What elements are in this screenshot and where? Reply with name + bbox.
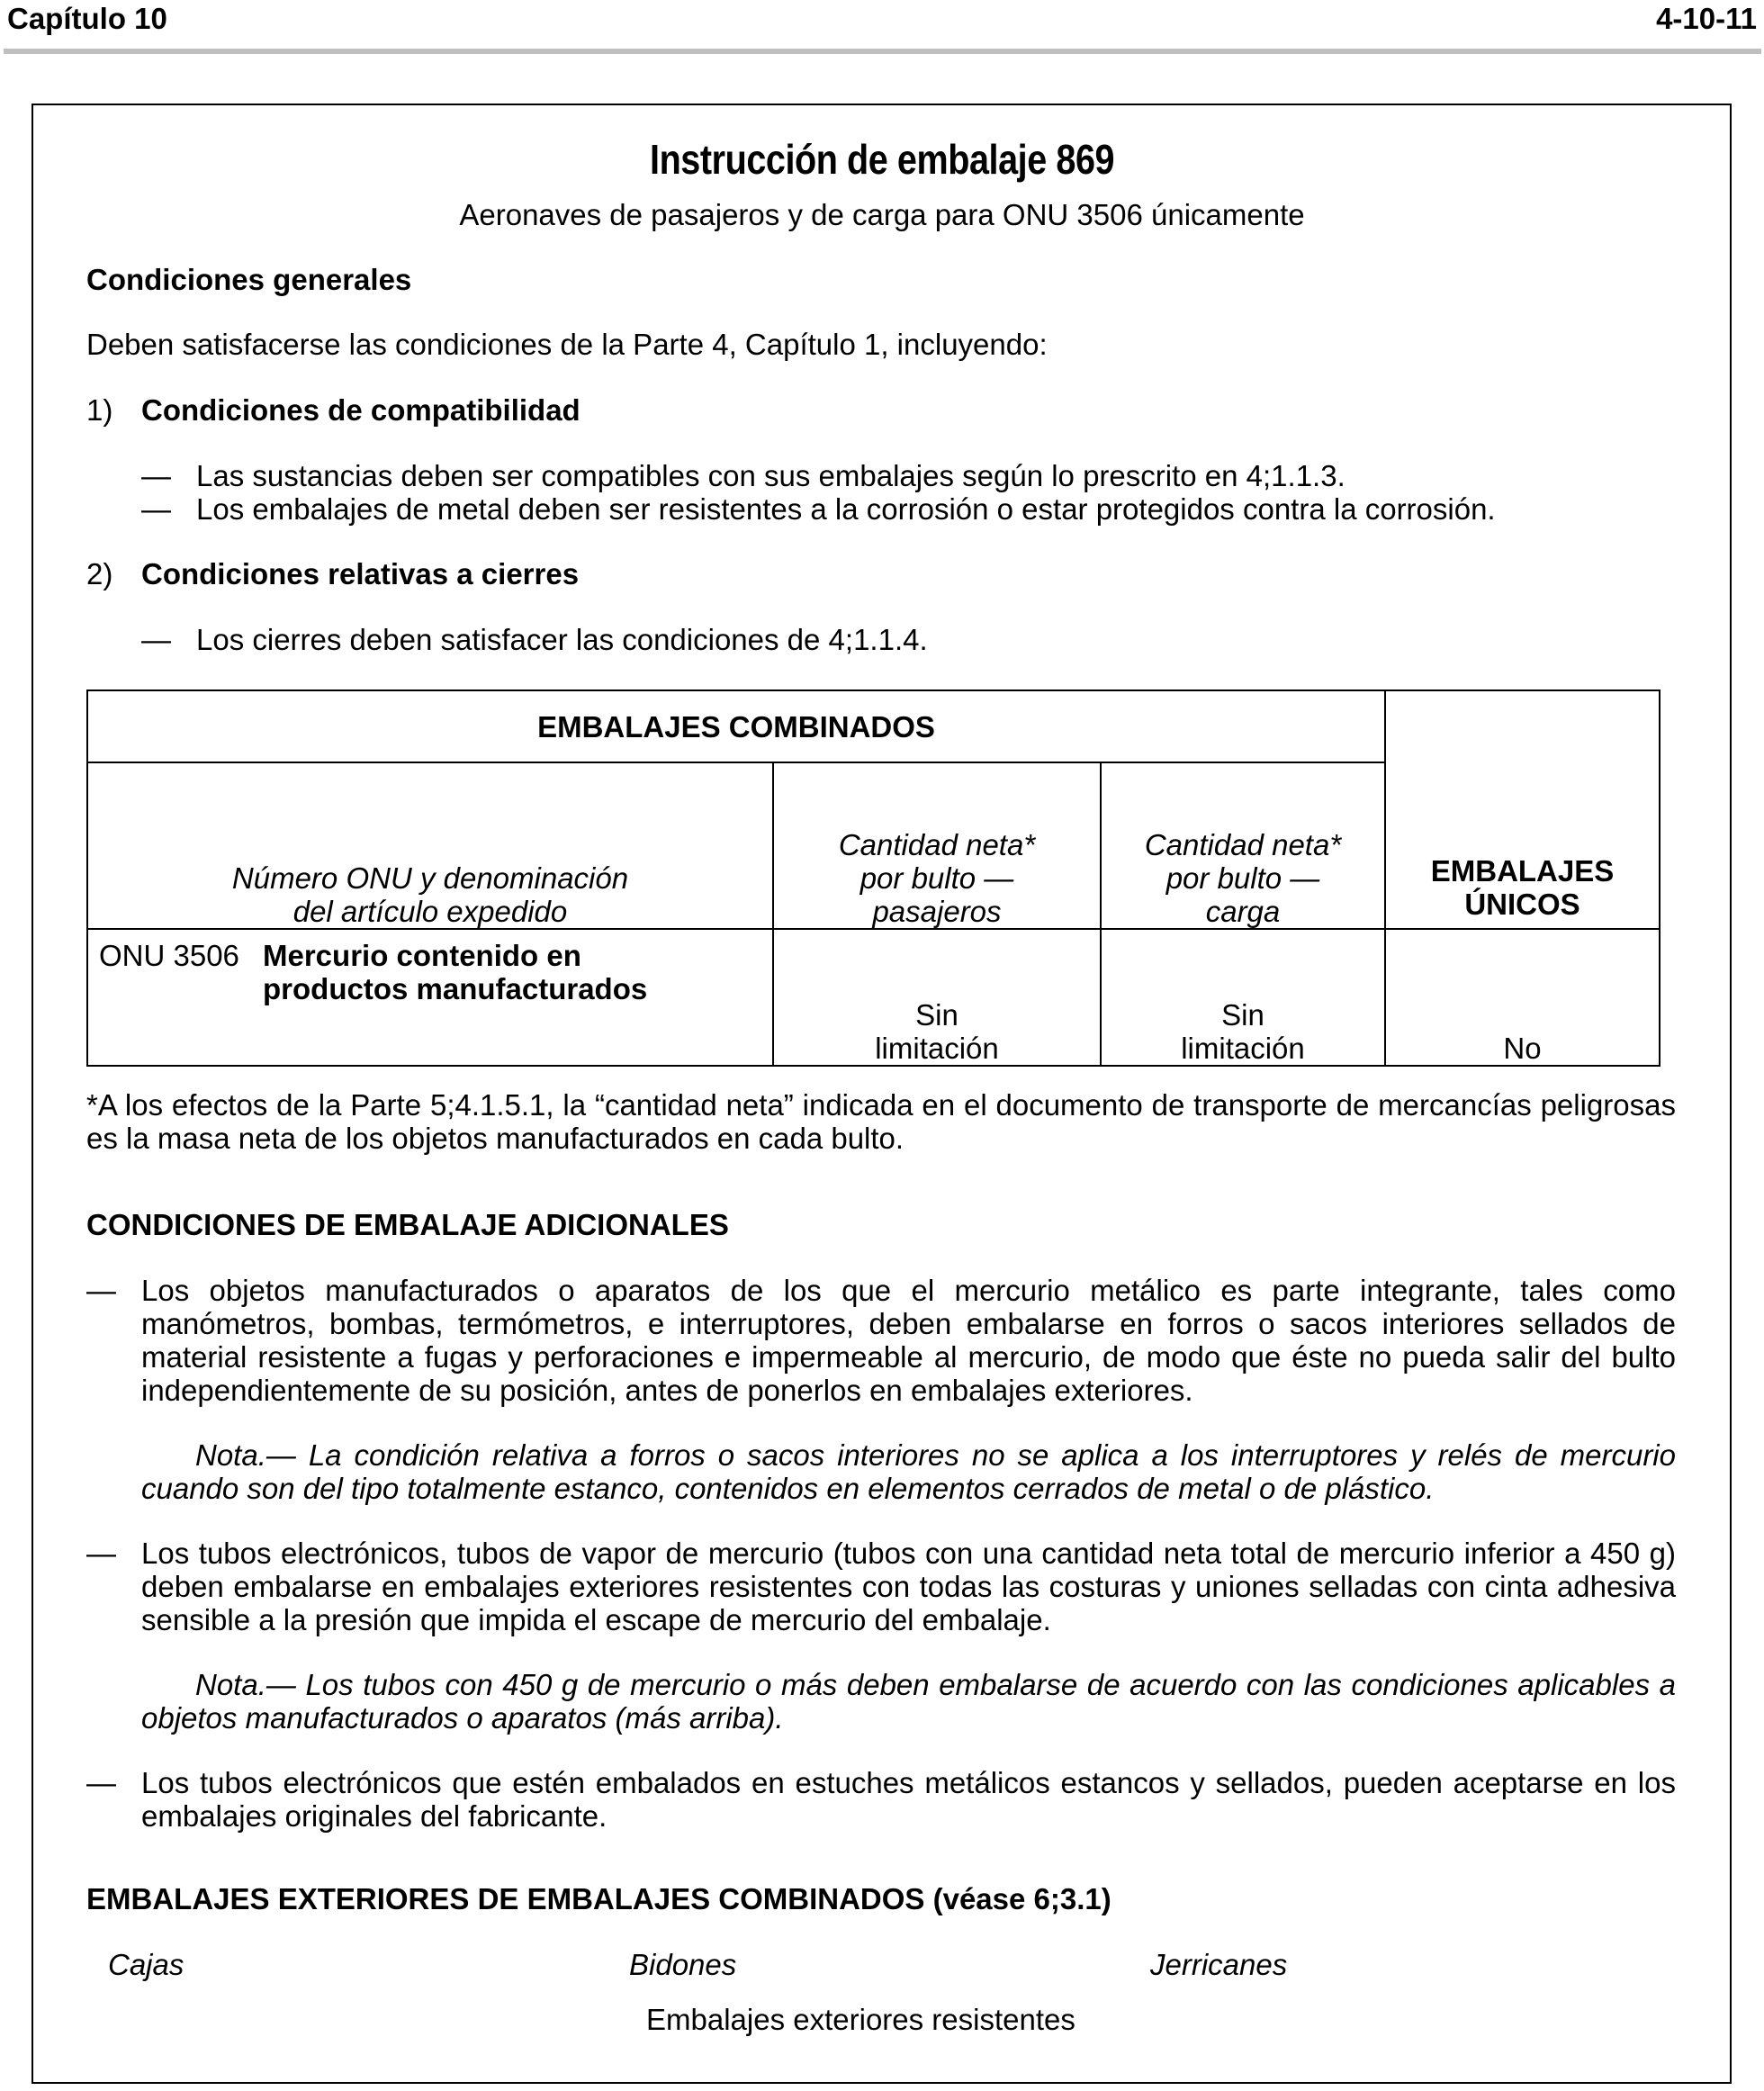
section1-item: Los embalajes de metal deben ser resistentes a la corrosión o estar protegidos contra la corrosión. bbox=[196, 492, 1496, 526]
page-title bbox=[0, 135, 1764, 184]
note bbox=[141, 1668, 1676, 1735]
un-number: ONU 3506 bbox=[99, 939, 239, 972]
column-header-text: pasajeros bbox=[872, 895, 1002, 928]
dash-marker: — bbox=[141, 623, 171, 656]
note bbox=[141, 1438, 1676, 1505]
chapter-label: Capítulo 10 bbox=[7, 2, 167, 35]
column-header-un-name bbox=[87, 762, 773, 929]
page-subtitle: Aeronaves de pasajeros y de carga para ONU 3506 únicamente bbox=[459, 198, 1305, 231]
column-header-text: Cantidad neta* bbox=[838, 828, 1036, 861]
section2-item: Los cierres deben satisfacer las condiciones de 4;1.1.4. bbox=[196, 623, 928, 656]
single-packagings-label: ÚNICOS bbox=[1464, 888, 1580, 921]
additional-item: Los tubos electrónicos que estén embalados en estuches metálicos estancos y sellados, pueden aceptarse en los embalajes originales del fabricante. bbox=[141, 1766, 1676, 1833]
note-label: Nota.— bbox=[195, 1438, 296, 1472]
page-header bbox=[0, 0, 1764, 54]
packing-table bbox=[86, 689, 1660, 1067]
dash-marker: — bbox=[86, 1274, 116, 1307]
general-heading: Condiciones generales bbox=[86, 263, 412, 296]
column-header-text: carga bbox=[1205, 895, 1281, 928]
additional-heading: CONDICIONES DE EMBALAJE ADICIONALES bbox=[86, 1208, 729, 1241]
column-header-cargo bbox=[1101, 762, 1385, 929]
cell-text: limitación bbox=[875, 1032, 999, 1065]
additional-item: Los objetos manufacturados o aparatos de los que el mercurio metálico es parte integrante, tales como manómetros, bombas, termómetros, e interruptores, deben embalarse en forros o sacos interiores sellados de material resistente a fugas y perforaciones e impermeable al mercurio, de modo que éste no pueda salir del bulto independientemente de su posición, antes de ponerlos en embalajes exteriores. bbox=[141, 1274, 1676, 1407]
cell-text: No bbox=[1503, 1032, 1542, 1065]
table-row bbox=[87, 929, 1660, 1066]
column-header-passenger bbox=[773, 762, 1101, 929]
page-number: 4-10-11 bbox=[1656, 2, 1757, 35]
dash-marker: — bbox=[141, 459, 171, 492]
column-header-text: del artículo expedido bbox=[292, 895, 568, 928]
cell-passenger-quantity bbox=[773, 929, 1101, 1066]
cell-un-name bbox=[87, 929, 773, 1066]
section1-item: Las sustancias deben ser compatibles con sus embalajes según lo prescrito en 4;1.1.3. bbox=[196, 459, 1346, 492]
column-header-text: por bulto — bbox=[860, 861, 1014, 895]
column-header-text: por bulto — bbox=[1166, 861, 1320, 895]
page-title-text: Instrucción de embalaje 869 bbox=[649, 136, 1115, 183]
cell-text: Sin bbox=[915, 998, 958, 1032]
proper-shipping-name bbox=[263, 939, 647, 1005]
proper-shipping-name-line: Mercurio contenido en bbox=[263, 939, 581, 972]
note-text: Los tubos con 450 g de mercurio o más deben embalarse de acuerdo con las condiciones aplicables a objetos manufacturados o aparatos (más arriba). bbox=[141, 1668, 1676, 1735]
combined-packagings-header bbox=[87, 690, 1385, 762]
dash-marker: — bbox=[141, 492, 171, 526]
note-label: Nota.— bbox=[195, 1668, 296, 1701]
column-header-text: Número ONU y denominación bbox=[231, 861, 629, 895]
general-intro: Deben satisfacerse las condiciones de la Parte 4, Capítulo 1, incluyendo: bbox=[86, 328, 1048, 361]
section1-number: 1) bbox=[86, 393, 113, 427]
outer-col-jerricans: Jerricanes bbox=[1150, 1948, 1288, 1981]
column-header-text: Cantidad neta* bbox=[1144, 828, 1342, 861]
cell-text: limitación bbox=[1181, 1032, 1305, 1065]
single-packagings-header bbox=[1385, 690, 1660, 929]
section2-title: Condiciones relativas a cierres bbox=[141, 557, 580, 590]
cell-single-packagings bbox=[1385, 929, 1660, 1066]
additional-item: Los tubos electrónicos, tubos de vapor de mercurio (tubos con una cantidad neta total de mercurio inferior a 450 g) deben embalarse en embalajes exteriores resistentes con todas las costuras y uniones selladas con cinta adhesiva sensible a la presión que impida el escape de mercurio del embalaje. bbox=[141, 1537, 1676, 1636]
cell-cargo-quantity bbox=[1101, 929, 1385, 1066]
dash-marker: — bbox=[86, 1766, 116, 1799]
note-text: La condición relativa a forros o sacos interiores no se aplica a los interruptores y relés de mercurio cuando son del tipo totalmente estanco, contenidos en elementos cerrados de metal o de plástico. bbox=[141, 1438, 1676, 1505]
outer-packagings-heading: EMBALAJES EXTERIORES DE EMBALAJES COMBINADOS (véase 6;3.1) bbox=[86, 1882, 1112, 1915]
table-footnote: *A los efectos de la Parte 5;4.1.5.1, la “cantidad neta” indicada en el documento de transporte de mercancías peligrosas es la masa neta de los objetos manufacturados en cada bulto. bbox=[86, 1088, 1676, 1155]
dash-marker: — bbox=[86, 1537, 116, 1570]
single-packagings-label: EMBALAJES bbox=[1430, 854, 1615, 888]
proper-shipping-name-line: productos manufacturados bbox=[263, 972, 648, 1005]
cell-text: Sin bbox=[1221, 998, 1264, 1032]
section2-number: 2) bbox=[86, 557, 113, 590]
combined-packagings-label: EMBALAJES COMBINADOS bbox=[537, 709, 935, 744]
header-divider bbox=[4, 49, 1761, 54]
outer-packagings-note: Embalajes exteriores resistentes bbox=[646, 2003, 1076, 2036]
outer-col-boxes: Cajas bbox=[108, 1948, 184, 1981]
outer-col-drums: Bidones bbox=[629, 1948, 737, 1981]
section1-title: Condiciones de compatibilidad bbox=[141, 393, 580, 427]
